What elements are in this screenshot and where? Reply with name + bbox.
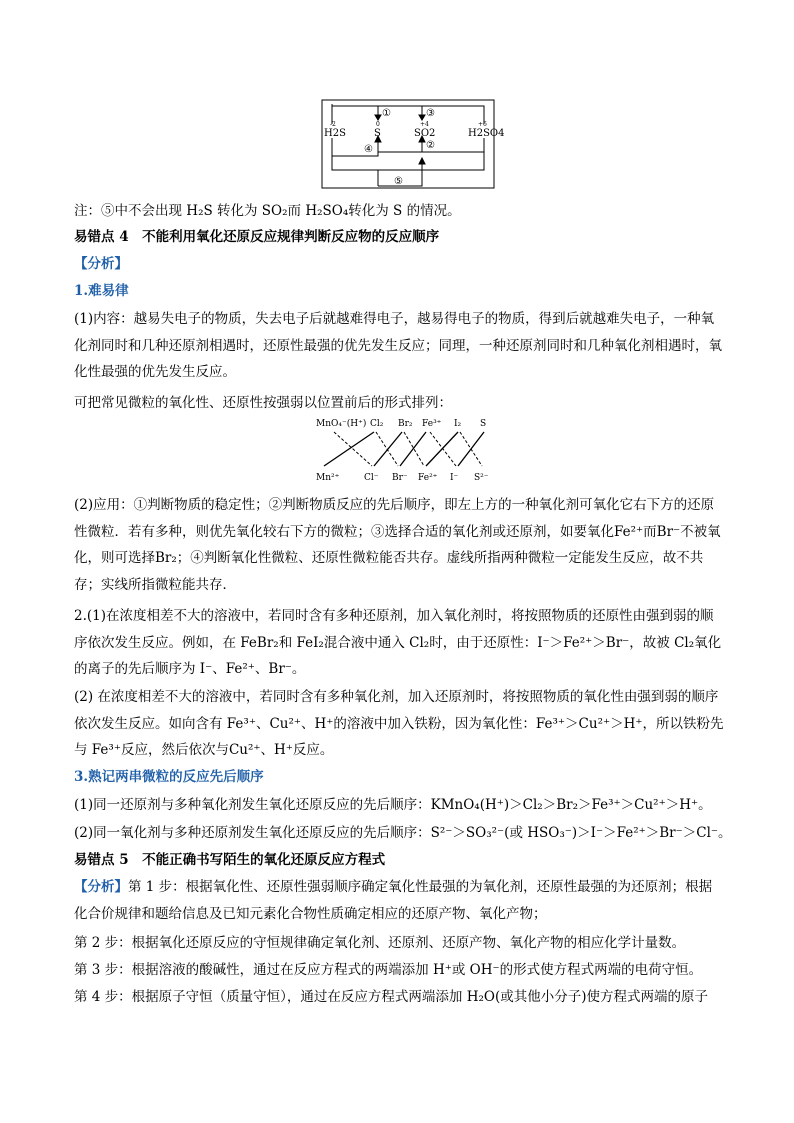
paragraph-step-2: 第 2 步：根据氧化还原反应的守恒规律确定氧化剂、还原剂、还原产物、氧化产物的相应化学计量数。 [74, 935, 686, 951]
label-3: ③ [426, 108, 435, 119]
top-species-2: Cl₂ [370, 419, 384, 429]
paragraph-reducers-order: 2.(1)在浓度相差不大的溶液中，若同时含有多种还原剂，加入氧化剂时，将按照物质的还原性由强到弱的顺序依次发生反应。例如，在 FeBr₂和 FeI₂混合液中通入 Cl₂时，由于还原性：I⁻＞Fe²⁺＞Br⁻，故被 Cl₂氧化的离子的先后顺序为 I⁻、Fe²⁺、Br⁻。 [74, 608, 722, 677]
species-s: S [374, 128, 381, 139]
paragraph-step-1 [74, 874, 724, 927]
bottom-species-6: S²⁻ [474, 473, 489, 483]
species-h2s: H2S [324, 128, 346, 139]
paragraph-step-4: 第 4 步：根据原子守恒（质量守恒），通过在反应方程式两端添加 H₂O(或其他小分子)使方程式两端的原子 [74, 989, 708, 1005]
section-5-title: 易错点 5 不能正确书写陌生的氧化还原反应方程式 [74, 852, 386, 868]
top-species-4: Fe³⁺ [422, 419, 442, 429]
paragraph-step-3: 第 3 步：根据溶液的酸碱性，通过在反应方程式的两端添加 H⁺或 OH⁻的形式使方程式两端的电荷守恒。 [74, 962, 703, 978]
ox-state-4: +6 [478, 121, 487, 128]
label-2: ② [426, 140, 435, 151]
section-4-title: 易错点 4 不能利用氧化还原反应规律判断反应物的反应顺序 [74, 229, 440, 245]
analysis-label: 【分析】 [74, 256, 128, 272]
item-3-title: 3.熟记两串微粒的反应先后顺序 [74, 769, 264, 785]
label-4: ④ [364, 144, 373, 155]
analysis-label-2: 【分析】 [74, 879, 128, 895]
label-5: ⑤ [394, 176, 403, 187]
paragraph-oxidizer-series: (1)同一还原剂与多种氧化剂发生氧化还原反应的先后顺序：KMnO₄(H⁺)＞Cl₂＞Br₂＞Fe³⁺＞Cu²⁺＞H⁺。 [74, 797, 712, 813]
ox-state-1: -2 [330, 121, 336, 128]
paragraph-content: (1)内容：越易失电子的物质，失去电子后就越难得电子，越易得电子的物质，得到后就越难失电子，一种氧化剂同时和几种还原剂相遇时，还原性最强的优先发生反应；同理，一种还原剂同时和几种氧化剂相遇时，氧化性最强的优先发生反应。 [74, 311, 722, 380]
species-so2: SO2 [414, 128, 436, 139]
top-species-3: Br₂ [398, 419, 413, 429]
top-species-1: MnO₄⁻(H⁺) [316, 419, 367, 429]
item-1-title: 1.难易律 [74, 283, 129, 299]
top-species-5: I₂ [454, 419, 462, 429]
species-h2so4: H2SO4 [468, 128, 505, 139]
paragraph-arrangement: 可把常见微粒的氧化性、还原性按强弱以位置前后的形式排列： [74, 395, 452, 411]
bottom-species-1: Mn²⁺ [316, 473, 340, 483]
note-line: 注：⑤中不会出现 H₂S 转化为 SO₂而 H₂SO₄转化为 S 的情况。 [74, 203, 461, 219]
sulfur-conversion-diagram [318, 96, 505, 192]
label-1: ① [382, 108, 391, 119]
bottom-species-4: Fe²⁺ [418, 473, 438, 483]
step-1-text: 第 1 步：根据氧化性、还原性强弱顺序确定氧化性最强的为氧化剂，还原性最强的为还原剂；根据化合价规律和题给信息及已知元素化合物性质确定相应的还原产物、氧化产物； [74, 879, 713, 922]
bottom-species-3: Br⁻ [392, 473, 408, 483]
paragraph-oxidizers-order: (2) 在浓度相差不大的溶液中，若同时含有多种氧化剂，加入还原剂时，将按照物质的氧化性由强到弱的顺序依次发生反应。如向含有 Fe³⁺、Cu²⁺、H⁺的溶液中加入铁粉，因为氧化性：Fe³⁺＞Cu²⁺＞H⁺，所以铁粉先与 Fe³⁺反应，然后依次与Cu²⁺、H⁺反应。 [74, 689, 724, 758]
ox-state-2: 0 [376, 121, 380, 128]
redox-order-diagram [314, 414, 504, 486]
paragraph-reducer-series: (2)同一氧化剂与多种还原剂发生氧化还原反应的先后顺序：S²⁻＞SO₃²⁻(或 HSO₃⁻)＞I⁻＞Fe²⁺＞Br⁻＞Cl⁻。 [74, 825, 732, 841]
bottom-species-5: I⁻ [450, 473, 459, 483]
top-species-6: S [480, 419, 487, 429]
ox-state-3: +4 [420, 121, 429, 128]
bottom-species-2: Cl⁻ [364, 473, 379, 483]
paragraph-application: (2)应用：①判断物质的稳定性；②判断物质反应的先后顺序，即左上方的一种氧化剂可氧化它右下方的还原性微粒．若有多种，则优先氧化较右下方的微粒；③选择合适的氧化剂或还原剂，如要氧化Fe²⁺而Br⁻不被氧化，则可选择Br₂；④判断氧化性微粒、还原性微粒能否共存。虚线所指两种微粒一定能发生反应，故不共存；实线所指微粒能共存． [74, 497, 721, 593]
